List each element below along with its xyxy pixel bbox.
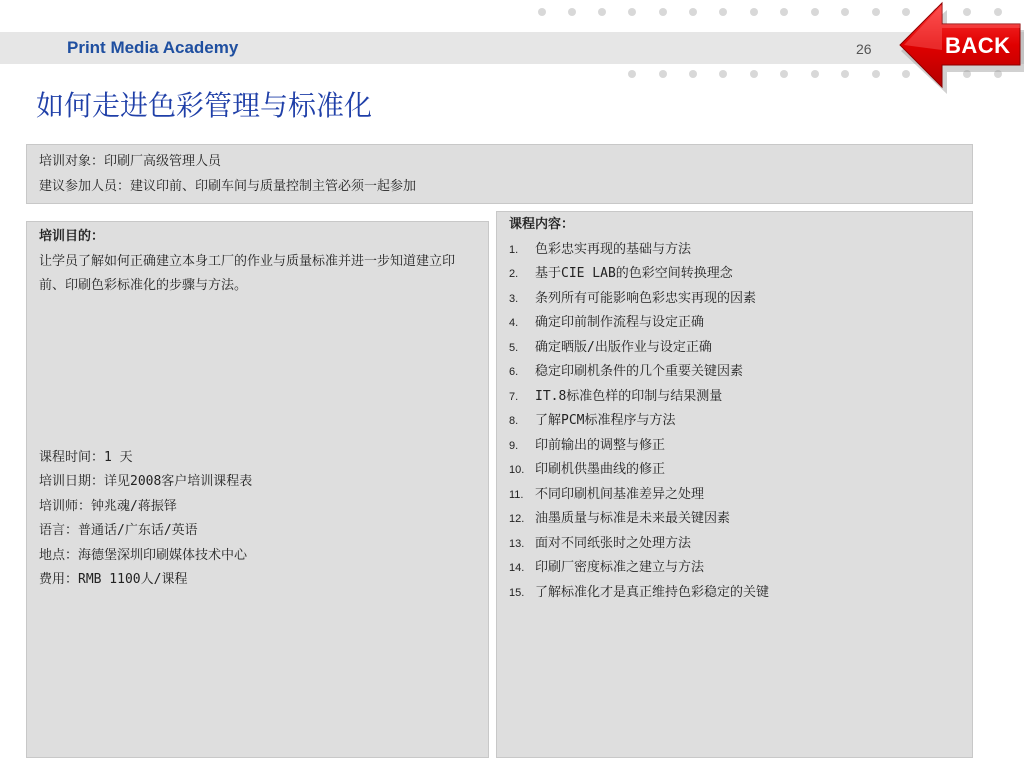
list-item-text: 面对不同纸张时之处理方法 xyxy=(535,535,692,551)
detail-location: 地点：海德堡深圳印刷媒体技术中心 xyxy=(39,547,248,563)
list-item-text: 色彩忠实再现的基础与方法 xyxy=(535,241,692,257)
detail-duration: 课程时间：1 天 xyxy=(39,449,133,465)
list-item-text: 不同印刷机间基准差异之处理 xyxy=(535,486,705,502)
list-item xyxy=(509,556,964,581)
back-button[interactable] xyxy=(898,0,1024,96)
list-item xyxy=(509,483,964,508)
detail-trainer: 培训师：钟兆魂/蒋振铎 xyxy=(39,498,177,514)
list-item xyxy=(509,360,964,385)
list-number: 1. xyxy=(509,243,519,256)
course-content-panel xyxy=(496,211,973,758)
list-item xyxy=(509,336,964,361)
back-label: BACK xyxy=(945,33,1011,58)
detail-fee: 费用：RMB 1100人/课程 xyxy=(39,572,188,587)
list-item-text: 条列所有可能影响色彩忠实再现的因素 xyxy=(535,290,757,306)
list-number: 3. xyxy=(509,292,519,305)
list-item-text: 油墨质量与标准是未来最关键因素 xyxy=(535,511,731,526)
list-item-text: 印刷厂密度标准之建立与方法 xyxy=(535,560,705,575)
recommended-attendees-line: 建议参加人员：建议印前、印刷车间与质量控制主管必须一起参加 xyxy=(39,178,417,194)
list-item xyxy=(509,581,964,606)
list-number: 5. xyxy=(509,341,519,354)
list-item xyxy=(509,262,964,287)
objective-heading: 培训目的： xyxy=(39,229,105,244)
list-item-text: 印刷机供墨曲线的修正 xyxy=(535,462,666,477)
list-item xyxy=(509,532,964,557)
list-item xyxy=(509,385,964,410)
audience-panel xyxy=(26,144,973,204)
list-item xyxy=(509,287,964,312)
objective-panel xyxy=(26,221,489,758)
list-item-text: 了解标准化才是真正维持色彩稳定的关键 xyxy=(535,584,770,600)
list-item xyxy=(509,409,964,434)
detail-language: 语言：普通话/广东话/英语 xyxy=(39,523,198,538)
list-item-text: 了解PCM标准程序与方法 xyxy=(535,413,676,428)
slide-title: 如何走进色彩管理与标准化 xyxy=(36,89,373,122)
list-number: 11. xyxy=(509,488,524,501)
page-number: 26 xyxy=(856,41,872,57)
list-number: 6. xyxy=(509,366,519,378)
list-number: 4. xyxy=(509,317,519,329)
list-item-text: 稳定印刷机条件的几个重要关键因素 xyxy=(535,364,744,379)
list-item-text: 印前输出的调整与修正 xyxy=(535,437,666,453)
list-item xyxy=(509,434,964,459)
course-heading: 课程内容： xyxy=(509,217,575,232)
list-number: 14. xyxy=(509,562,525,574)
objective-text: 让学员了解如何正确建立本身工厂的作业与质量标准并进一步知道建立印前、印刷色彩标准化的步骤与方法。 xyxy=(39,253,456,293)
audience-line: 培训对象：印刷厂高级管理人员 xyxy=(39,154,222,169)
list-item-text: 基于CIE LAB的色彩空间转换理念 xyxy=(535,266,733,281)
course-list xyxy=(509,238,964,606)
list-item xyxy=(509,507,964,532)
list-item-text: 确定印前制作流程与设定正确 xyxy=(535,315,705,330)
list-number: 12. xyxy=(509,513,525,525)
list-number: 2. xyxy=(509,268,519,280)
list-number: 13. xyxy=(509,537,525,550)
list-number: 9. xyxy=(509,439,519,452)
list-number: 7. xyxy=(509,390,519,403)
list-item xyxy=(509,458,964,483)
list-item xyxy=(509,311,964,336)
list-number: 8. xyxy=(509,415,519,427)
list-number: 10. xyxy=(509,464,525,476)
list-item xyxy=(509,238,964,263)
list-item-text: 确定晒版/出版作业与设定正确 xyxy=(535,339,712,355)
detail-date: 培训日期：详见2008客户培训课程表 xyxy=(39,474,253,489)
brand-name: Print Media Academy xyxy=(67,38,239,57)
list-item-text: IT.8标准色样的印制与结果测量 xyxy=(535,388,723,404)
list-number: 15. xyxy=(509,586,525,599)
